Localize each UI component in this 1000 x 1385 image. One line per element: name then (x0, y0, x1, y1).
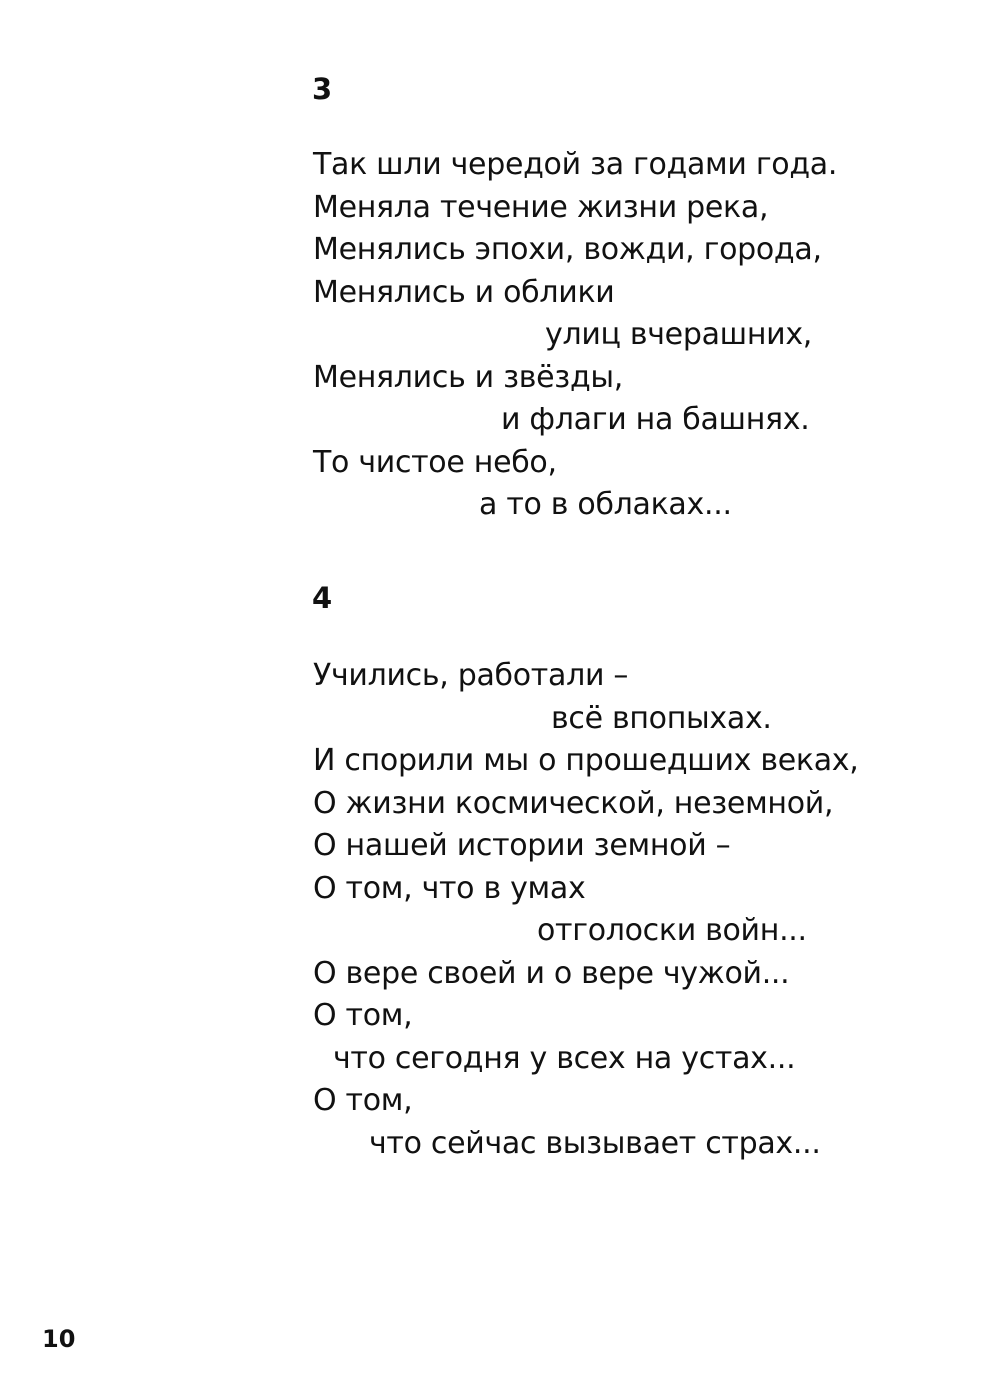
verse-line: улиц вчерашних, (545, 317, 813, 352)
verse-line: Менялись и облики (313, 274, 615, 310)
verse-line: что сейчас вызывает страх... (369, 1125, 821, 1161)
verse-line: Учились, работали – (313, 658, 629, 693)
verse-line: Менялись и звёзды, (313, 359, 624, 395)
page-number: 10 (42, 1325, 76, 1353)
verse-line: всё впопыхах. (551, 700, 772, 736)
verse-line: То чистое небо, (313, 444, 557, 480)
verse-line: О нашей истории земной – (313, 828, 731, 863)
verse-line: Менялись эпохи, вожди, города, (313, 232, 822, 267)
verse-line: и флаги на башнях. (501, 402, 810, 437)
section-3-number: 3 (312, 72, 333, 106)
verse-line: О том, что в умах (313, 870, 586, 906)
stanza-4 (313, 655, 858, 1165)
section-4-number: 4 (312, 581, 333, 615)
verse-line: О том, (313, 1083, 413, 1118)
verse-line: И спорили мы о прошедших веках, (313, 743, 859, 778)
verse-line: Так шли чередой за годами года. (313, 147, 838, 182)
stanza-3 (313, 144, 837, 527)
verse-line: что сегодня у всех на устах... (333, 1040, 796, 1076)
verse-line: О жизни космической, неземной, (313, 785, 834, 821)
verse-line: О том, (313, 998, 413, 1033)
verse-line: О вере своей и о вере чужой... (313, 955, 790, 991)
verse-line: Меняла течение жизни река, (313, 189, 769, 225)
verse-line: отголоски войн... (537, 913, 807, 948)
verse-line: а то в облаках... (479, 487, 732, 522)
